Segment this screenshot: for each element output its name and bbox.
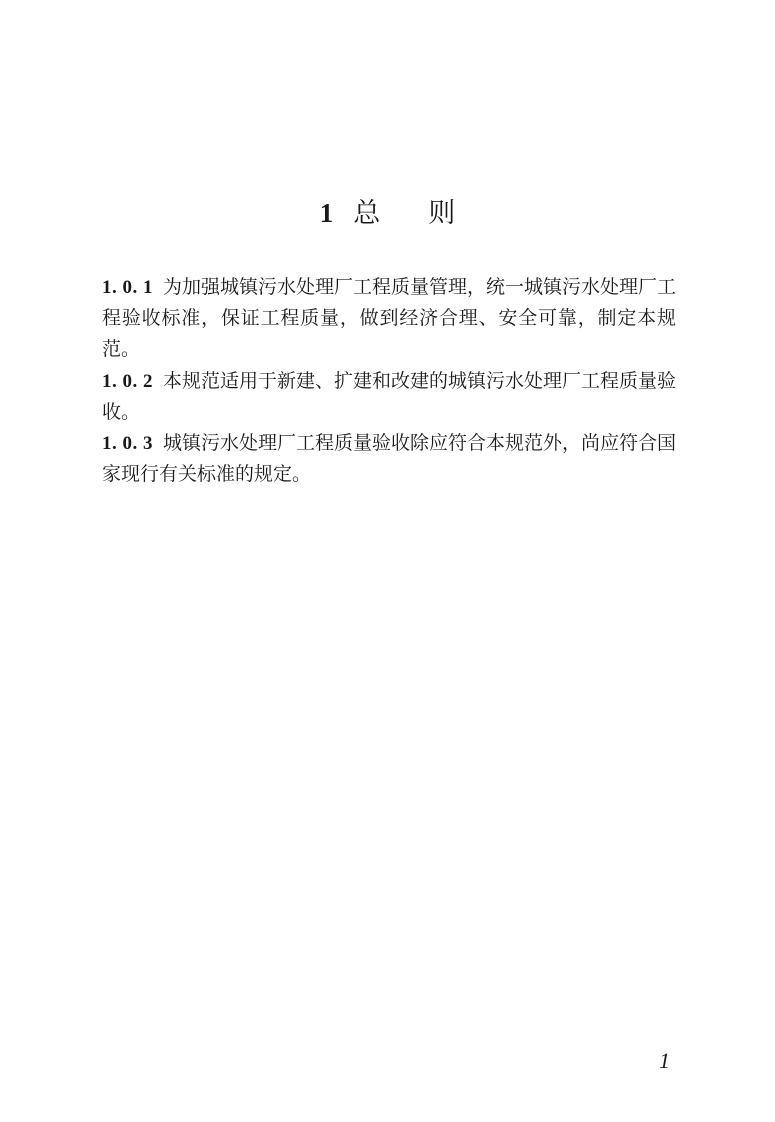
clause-1-0-1 xyxy=(102,272,676,366)
chapter-heading xyxy=(0,193,775,234)
clause-1-0-2 xyxy=(102,366,676,428)
chapter-number: 1 xyxy=(319,198,334,228)
clause-number: 1. 0. 3 xyxy=(102,433,153,455)
chapter-title-part2: 则 xyxy=(428,198,456,229)
chapter-title-part1: 总 xyxy=(353,198,381,229)
clause-number: 1. 0. 1 xyxy=(102,277,153,298)
clause-text: 为加强城镇污水处理厂工程质量管理，统一城镇污水处理厂工程验收标准，保证工程质量，做到经济合理、安全可靠，制定本规范。 xyxy=(102,276,677,361)
page-number: 1 xyxy=(659,1048,670,1073)
clause-number: 1. 0. 2 xyxy=(102,370,153,392)
clause-text: 城镇污水处理厂工程质量验收除应符合本规范外，尚应符合国家现行有关标准的规定。 xyxy=(102,432,677,486)
clause-1-0-3 xyxy=(102,428,676,490)
clause-text: 本规范适用于新建、扩建和改建的城镇污水处理厂工程质量验收。 xyxy=(102,369,677,423)
chapter-body xyxy=(102,272,676,490)
